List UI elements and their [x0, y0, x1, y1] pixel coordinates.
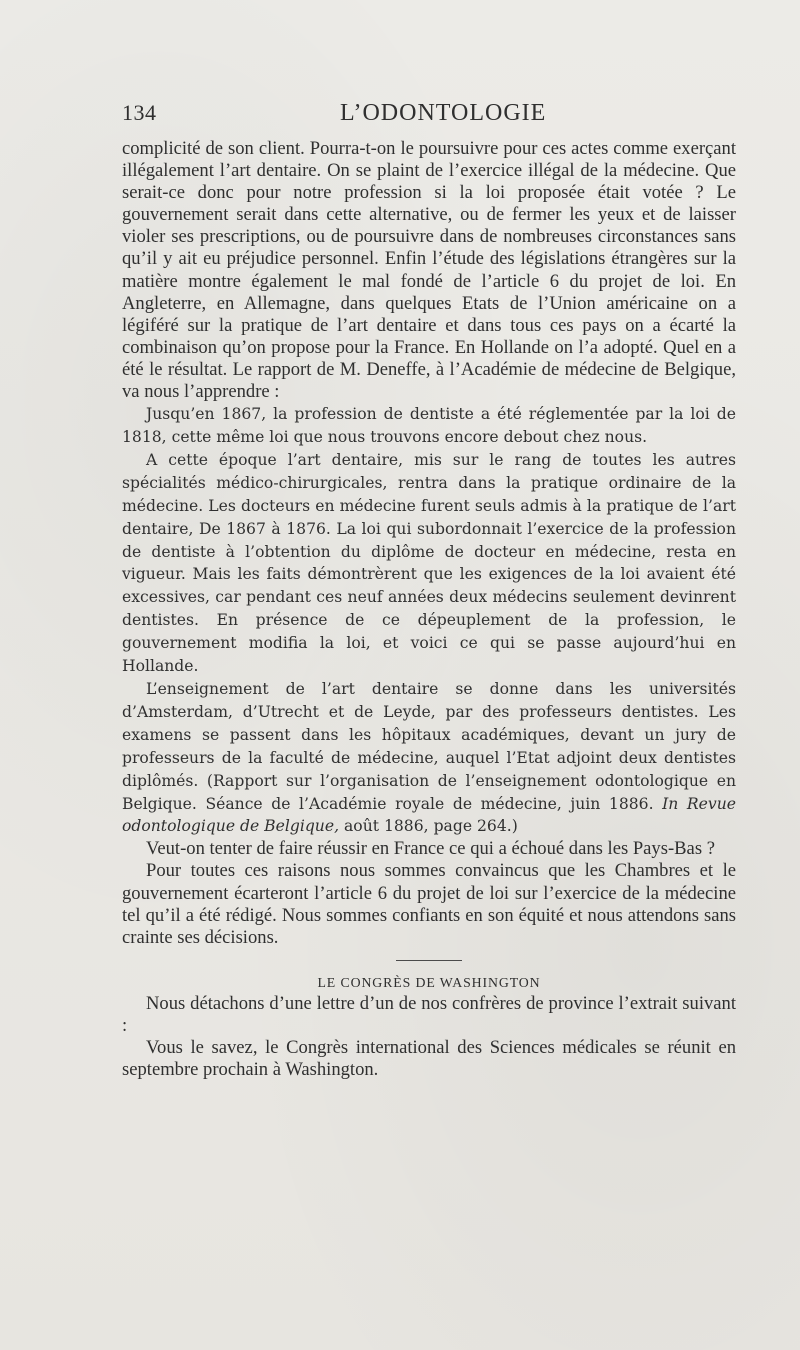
- running-title: L’ODONTOLOGIE: [340, 99, 547, 126]
- quoted-paragraph-history: Jusqu’en 1867, la profession de dentiste a été réglementée par la loi de 1818, cette même loi que nous trouvons encore debout chez nous.: [122, 405, 736, 447]
- citation-date: août 1886, page 264.): [344, 817, 518, 836]
- paragraph-intro: complicité de son client. Pourra-t-on le poursuivre pour ces actes comme exerçant illégalement l’art dentaire. On se plaint de l’exercice illégal de la médecine. Que serait-ce donc pour notre profession si la loi proposée était votée ? Le gouvernement serait dans cette alternative, ou de fermer les yeux et de laisser violer ses prescriptions, ou de poursuivre dans de nombreuses circonstances sans qu’il y ait eu préjudice personnel. Enfin l’étude des législations étrangères sur la matière montre également le mal fondé de l’article 6 du projet de loi. En Angleterre, en Allemagne, dans quelques Etats de l’Union américaine on a légiféré sur la pratique de l’art dentaire et dans tous ces pays on a écarté la combinaison qu’on propose pour la France. En Hollande on l’a adopté. Quel en a été le résultat. Le rapport de M. Deneffe, à l’Académie de médecine de Belgique, va nous l’apprendre :: [122, 138, 736, 403]
- citation-journal: In Revue odontologique de Belgique,: [122, 794, 736, 836]
- quoted-paragraph-practice: A cette époque l’art dentaire, mis sur le rang de toutes les autres spécialités médico-chirurgicales, rentra dans la pratique ordinaire de la médecine. Les docteurs en médecine furent seuls admis à la pratique de l’art dentaire, De 1867 à 1876. La loi qui subordonnait l’exercice de la profession de dentiste à l’obtention du diplôme de docteur en médecine, resta en vigueur. Mais les faits démontrèrent que les exigences de la loi avaient été excessives, car pendant ces neuf années deux médecins seulement devinrent dentistes. En présence de ce dépeuplement de la profession, le gouvernement modifia la loi, et voici ce qui se passe aujourd’hui en Hollande.: [122, 450, 736, 676]
- paragraph-conclusion: Pour toutes ces raisons nous sommes convaincus que les Chambres et le gouvernement écarteront l’article 6 du projet de loi sur l’exercice de la médecine tel qu’il a été rédigé. Nous sommes confiants en son équité et nous attendons sans crainte ses décisions.: [122, 860, 736, 948]
- section-divider: [396, 960, 462, 961]
- article-body: [122, 138, 736, 1081]
- page-number: 134: [122, 100, 157, 125]
- page-header: [122, 98, 714, 128]
- section-title: LE CONGRÈS DE WASHINGTON: [317, 974, 541, 990]
- quoted-paragraph-universities: [122, 678, 736, 838]
- paragraph-question: Veut-on tenter de faire réussir en France ce qui a échoué dans les Pays-Bas ?: [146, 838, 715, 860]
- paragraph-washington: Vous le savez, le Congrès international des Sciences médicales se réunit en septembre prochain à Washington.: [122, 1037, 736, 1081]
- quoted-paragraph-universities-text: L’enseignement de l’art dentaire se donne dans les universités d’Amsterdam, d’Utrecht et de Leyde, par des professeurs dentistes. Les examens se passent dans les hôpitaux académiques, devant un jury de professeurs de la faculté de médecine, auquel l’Etat adjoint deux dentistes diplômés. (Rapport sur l’organisation de l’enseignement odontologique en Belgique. Séance de l’Académie royale de médecine, juin 1886.: [122, 680, 736, 813]
- paragraph-letter-intro: Nous détachons d’une lettre d’un de nos confrères de province l’extrait suivant :: [122, 992, 736, 1036]
